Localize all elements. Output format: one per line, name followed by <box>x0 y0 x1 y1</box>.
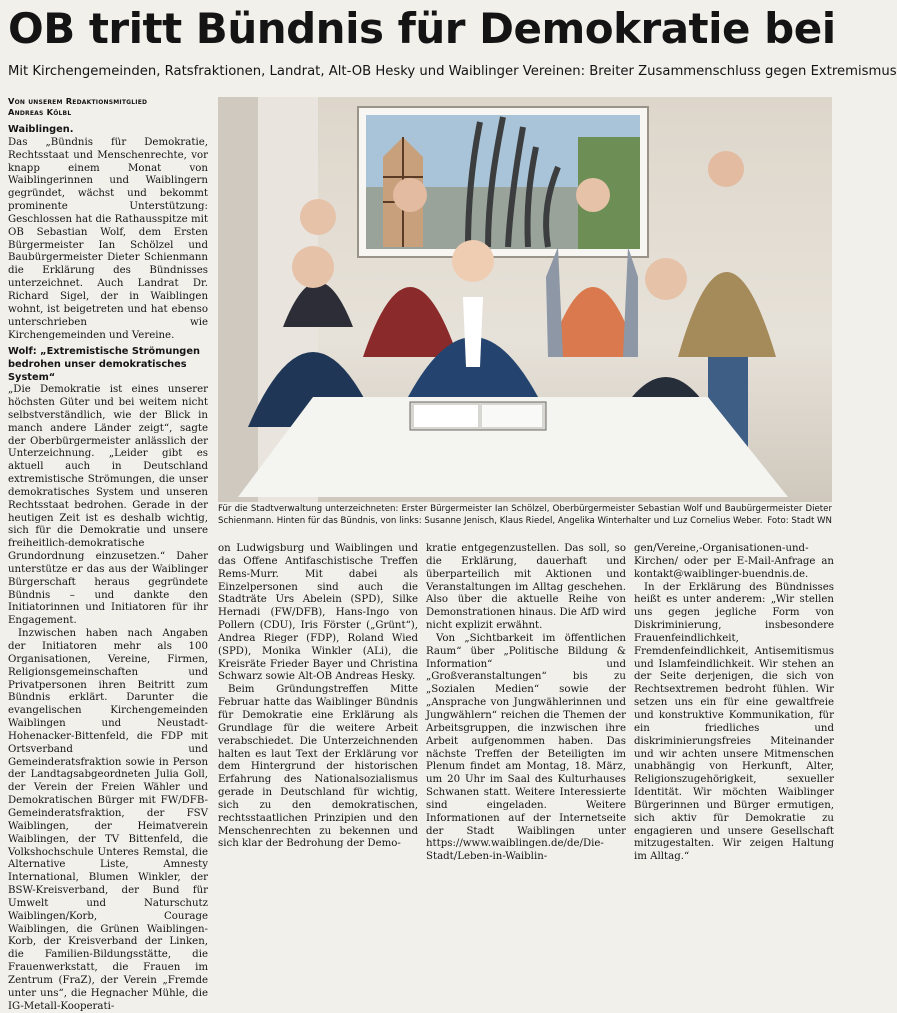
subheadline: Mit Kirchengemeinden, Ratsfraktionen, Landrat, Alt-OB Hesky und Waiblinger Vereinen: Breiter Zusammenschluss gegen Extremismus <box>8 64 897 79</box>
caption-text: Für die Stadtverwaltung unterzeichneten: Erster Bürgermeister Ian Schölzel, Oberbürgermeister Sebastian Wolf und Baubürgermeister Dieter Schienmann. Hinten für das Bündnis, von links: Susanne Jenisch, Klaus Riedel, Angelika Winterhalter und Luz Cornelius Weber. <box>218 504 832 526</box>
photo-credit: Foto: Stadt WN <box>767 515 832 526</box>
byline-line1: Von unserem Redaktionsmitglied <box>8 96 148 106</box>
byline-author: Andreas Kölbl <box>8 107 72 117</box>
photo-caption <box>218 504 832 527</box>
article-column-4 <box>634 543 834 863</box>
article-column-2 <box>218 543 418 850</box>
paragraph: kratie entgegenzustellen. Das soll, so die Erklärung, dauerhaft und überparteilich mit Aktionen und Veranstaltungen im Alltag geschehen. Also über die aktuelle Reihe von Demonstrationen hinaus. Die AfD wird nicht explizit erwähnt. <box>426 543 626 632</box>
paragraph: Inzwischen haben nach Angaben der Initiatoren mehr als 100 Organisationen, Vereine, Firmen, Religionsgemeinschaften und Privatpersonen ihren Beitritt zum Bündnis erklärt. Darunter die evangelischen Kirchengemeinden Waiblingen und Neustadt-Hohenacker-Bittenfeld, die FDP mit Ortsverband und Gemeinderatsfraktion sowie in Person der Landtagsabgeordneten Julia Goll, der Verein der Freien Wähler und Demokratischen Bürger mit FW/DFB-Gemeinderatsfraktion, der FSV Waiblingen, der Heimatverein Waiblingen, der TV Bittenfeld, die Volkshochschule Unteres Remstal, die Alternative Liste, Amnesty International, Blumen Winkler, der BSW-Kreisverband, der Bund für Umwelt und Naturschutz Waiblingen/Korb, Courage Waiblingen, die Grünen Waiblingen-Korb, der Kreisverband der Linken, die Familien-Bildungsstätte, die Frauenwerkstatt, die Frauen im Zentrum (FraZ), der Verein „Fremde unter uns“, die Hegnacher Mühle, die IG-Metall-Kooperati- <box>8 628 208 1012</box>
paragraph: Beim Gründungstreffen Mitte Februar hatte das Waiblinger Bündnis für Demokratie eine Erklärung als Grundlage für die weitere Arbeit verabschiedet. Die Unterzeichnenden halten es laut Text der Erklärung vor dem Hintergrund der historischen Erfahrung des Nationalsozialismus gerade in Deutschland für wichtig, sich zu den demokratischen, rechtsstaatlichen Prinzipien und den Menschenrechten zu bekennen und sich klar der Bedrohung der Demo- <box>218 684 418 850</box>
paragraph: Das „Bündnis für Demokratie, Rechtsstaat und Menschenrechte, vor knapp einem Monat von Waiblingerinnen und Waiblingern gegründet, wächst und bekommt prominente Unterstützung: Geschlossen hat die Rathausspitze mit OB Sebastian Wolf, dem Ersten Bürgermeister Ian Schölzel und Baubürgermeister Dieter Schienmann die Erklärung des Bündnisses unterzeichnet. Auch Landrat Dr. Richard Sigel, der in Waiblingen wohnt, ist beigetreten und hat ebenso unterschrieben wie Kirchengemeinden und Vereine. <box>8 136 208 341</box>
group-photo <box>218 97 832 502</box>
headline: OB tritt Bündnis für Demokratie bei <box>8 4 836 53</box>
paragraph: In der Erklärung des Bündnisses heißt es unter anderem: „Wir stellen uns gegen jegliche Form von Diskriminierung, insbesondere Frauenfeindlichkeit, Fremdenfeindlichkeit, Antisemitismus und Islamfeindlichkeit. Wir stehen an der Seite derjenigen, die sich von Rechtsextremen bedroht fühlen. Wir setzen uns ein für eine gewaltfreie und konstruktive Kommunikation, für ein friedliches und diskriminierungsfreies Miteinander und wir achten unsere Mitmenschen unabhängig von Herkunft, Alter, Religionszugehörigkeit, sexueller Identität. Wir möchten Waiblinger Bürgerinnen und Bürger ermutigen, sich aktiv für Demokratie zu engagieren und unsere Gesellschaft mitzugestalten. Wir zeigen Haltung im Alltag.“ <box>634 581 834 863</box>
curtain <box>218 97 258 502</box>
paragraph: Von „Sichtbarkeit im öffentlichen Raum“ über „Politische Bildung & Information“ und „Großveranstaltungen“ bis zu „Sozialen Medien“ sowie der „Ansprache von Jungwählerinnen und Jungwählern“ reichen die Themen der Arbeitsgruppen, die inzwischen ihre Arbeit aufgenommen haben. Das nächste Treffen der Beteiligten im Plenum findet am Montag, 18. März, um 20 Uhr im Saal des Kulturhauses Schwanen statt. Weitere Interessierte sind eingeladen. Weitere Informationen auf der Internetseite der Stadt Waiblingen unter https://www.waiblingen.de/de/Die-Stadt/Leben-in-Waiblin- <box>426 632 626 863</box>
byline <box>8 96 208 118</box>
article-column-1 <box>8 124 208 1012</box>
dateline: Waiblingen. <box>8 124 74 135</box>
paragraph: on Ludwigsburg und Waiblingen und das Offene Antifaschistische Treffen Rems-Murr. Mit dabei als Einzelpersonen sind auch die Stadträte Urs Abelein (SPD), Silke Hernadi (FW/DFB), Hans-Ingo von Pollern (CDU), Iris Förster („Grünt“), Andrea Rieger (FDP), Roland Wied (SPD), Monika Winkler (ALi), die Kreisräte Frieder Bayer und Christina Schwarz sowie Alt-OB Andreas Hesky. <box>218 543 418 683</box>
article-subtitle: Wolf: „Extremistische Strömungen bedrohen unser demokratisches System“ <box>8 346 200 383</box>
group-photo-illustration <box>218 97 832 502</box>
paragraph: „Die Demokratie ist eines unserer höchsten Güter und bei weitem nicht selbstverständlich, wie der Blick in manch andere Länder zeigt“, sagte der Oberbürgermeister anlässlich der Unterzeichnung. „Leider gibt es aktuell auch in Deutschland extremistische Strömungen, die unser demokratisches System und unseren Rechtsstaat bedrohen. Gerade in der heutigen Zeit ist es deshalb wichtig, sich für die Demokratie und unsere freiheitlich-demokratische Grundordnung einzusetzen.“ Daher unterstütze er das aus der Waiblinger Bürgerschaft heraus gegründete Bündnis – und dankte den Initiatorinnen und Initiatoren für ihr Engagement. <box>8 384 208 627</box>
paragraph: gen/Vereine,-Organisationen-und-Kirchen/ oder per E-Mail-Anfrage an kontakt@waiblinger-buendnis.de. <box>634 543 834 580</box>
article-column-3 <box>426 543 626 863</box>
